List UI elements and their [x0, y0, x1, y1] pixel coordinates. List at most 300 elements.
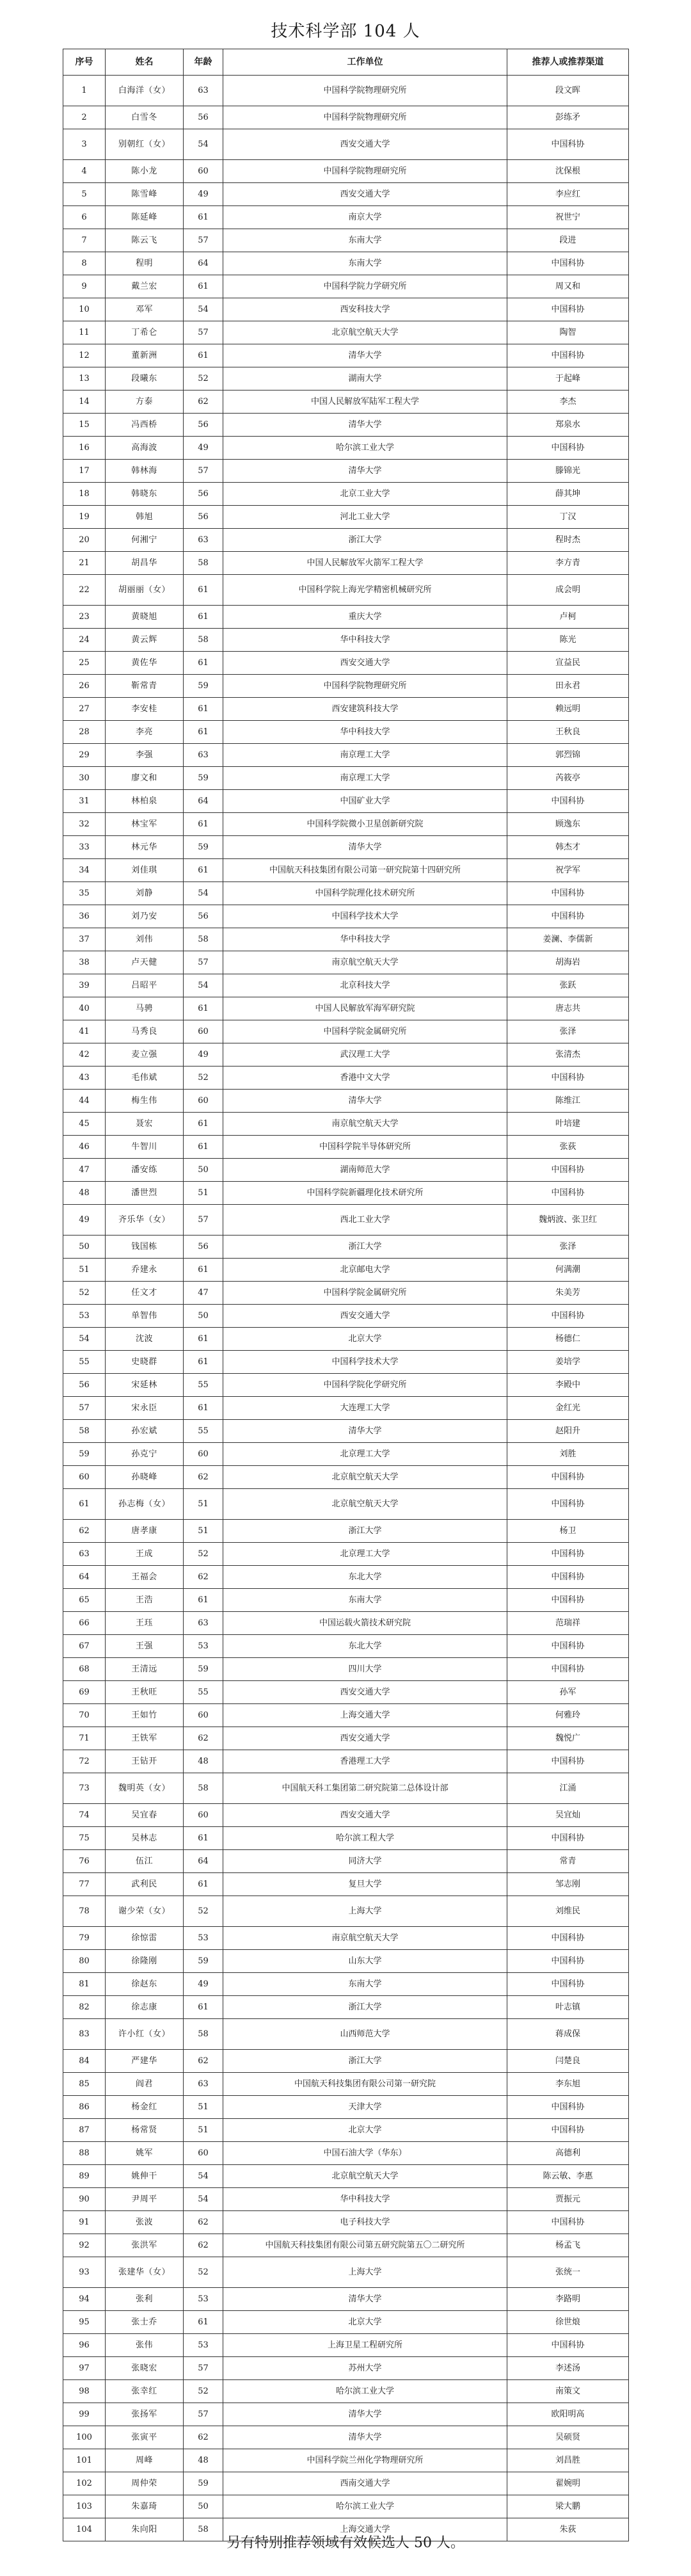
table-row: [63, 2311, 629, 2334]
name-cell: 朱嘉琦: [106, 2495, 184, 2518]
table-row: [63, 2096, 629, 2119]
index-cell: 84: [63, 2050, 106, 2073]
unit-cell: 同济大学: [223, 1850, 507, 1873]
nominator-cell: 张泽: [507, 1020, 629, 1043]
unit-cell: 北京大学: [223, 2311, 507, 2334]
index-cell: 41: [63, 1020, 106, 1043]
name-cell: 黄佐华: [106, 652, 184, 675]
nominator-cell: 李东旭: [507, 2073, 629, 2096]
table-row: [63, 1259, 629, 1282]
page-title: 技术科学部 104 人: [271, 22, 420, 41]
table-row: [63, 813, 629, 836]
table-row: [63, 1804, 629, 1827]
name-cell: 王如竹: [106, 1704, 184, 1727]
name-cell: 邓军: [106, 298, 184, 321]
index-cell: 89: [63, 2165, 106, 2188]
name-cell: 丁希仑: [106, 321, 184, 344]
age-cell: 53: [184, 2334, 223, 2357]
index-cell: 7: [63, 229, 106, 252]
index-cell: 74: [63, 1804, 106, 1827]
table-row: [63, 2050, 629, 2073]
col-header-index: 序号: [63, 49, 106, 76]
unit-cell: 香港中文大学: [223, 1067, 507, 1090]
unit-cell: 清华大学: [223, 1420, 507, 1443]
name-cell: 谢少荣（女）: [106, 1896, 184, 1927]
age-cell: 56: [184, 106, 223, 129]
name-cell: 尹周平: [106, 2188, 184, 2211]
table-row: [63, 2426, 629, 2449]
unit-cell: 大连理工大学: [223, 1397, 507, 1420]
index-cell: 80: [63, 1950, 106, 1973]
nominator-cell: 祝世宁: [507, 206, 629, 229]
name-cell: 李亮: [106, 721, 184, 744]
index-cell: 93: [63, 2257, 106, 2288]
index-cell: 100: [63, 2426, 106, 2449]
index-cell: 96: [63, 2334, 106, 2357]
name-cell: 高海波: [106, 437, 184, 460]
name-cell: 乔建永: [106, 1259, 184, 1282]
footnote: 另有特别推荐领域有效候选人 50 人。: [226, 2535, 465, 2551]
name-cell: 陈雪峰: [106, 183, 184, 206]
age-cell: 61: [184, 1328, 223, 1351]
age-cell: 63: [184, 76, 223, 106]
nominator-cell: 欧阳明高: [507, 2403, 629, 2426]
name-cell: 戴兰宏: [106, 275, 184, 298]
table-row: [63, 1489, 629, 1520]
nominator-cell: 中国科协: [507, 1159, 629, 1182]
name-cell: 张寅平: [106, 2426, 184, 2449]
name-cell: 林元华: [106, 836, 184, 859]
nominator-cell: 张荻: [507, 1136, 629, 1159]
table-row: [63, 2119, 629, 2142]
index-cell: 33: [63, 836, 106, 859]
age-cell: 56: [184, 905, 223, 928]
nominator-cell: 杨德仁: [507, 1328, 629, 1351]
nominator-cell: 韩杰才: [507, 836, 629, 859]
index-cell: 97: [63, 2357, 106, 2380]
index-cell: 87: [63, 2119, 106, 2142]
unit-cell: 上海大学: [223, 2257, 507, 2288]
name-cell: 阎君: [106, 2073, 184, 2096]
index-cell: 27: [63, 698, 106, 721]
unit-cell: 中国科学院化学研究所: [223, 1374, 507, 1397]
name-cell: 吴宜春: [106, 1804, 184, 1827]
table-row: [63, 298, 629, 321]
unit-cell: 西安交通大学: [223, 1305, 507, 1328]
index-cell: 23: [63, 606, 106, 629]
index-cell: 21: [63, 552, 106, 575]
name-cell: 马骋: [106, 997, 184, 1020]
unit-cell: 北京航空航天大学: [223, 1466, 507, 1489]
table-row: [63, 2165, 629, 2188]
index-cell: 3: [63, 129, 106, 160]
name-cell: 程明: [106, 252, 184, 275]
age-cell: 57: [184, 951, 223, 974]
nominator-cell: 中国科协: [507, 252, 629, 275]
name-cell: 徐赵东: [106, 1973, 184, 1996]
nominator-cell: 刘昌胜: [507, 2449, 629, 2472]
age-cell: 54: [184, 2188, 223, 2211]
name-cell: 别朝红（女）: [106, 129, 184, 160]
nominator-cell: 中国科协: [507, 905, 629, 928]
age-cell: 54: [184, 2165, 223, 2188]
index-cell: 39: [63, 974, 106, 997]
unit-cell: 清华大学: [223, 1090, 507, 1113]
nominator-cell: 于起峰: [507, 367, 629, 390]
table-row: [63, 160, 629, 183]
index-cell: 18: [63, 483, 106, 506]
age-cell: 51: [184, 1182, 223, 1205]
name-cell: 齐乐华（女）: [106, 1205, 184, 1236]
nominator-cell: 李应红: [507, 183, 629, 206]
age-cell: 50: [184, 1305, 223, 1328]
nominator-cell: 何满潮: [507, 1259, 629, 1282]
age-cell: 50: [184, 2495, 223, 2518]
unit-cell: 中国科学院半导体研究所: [223, 1136, 507, 1159]
unit-cell: 中国科学院物理研究所: [223, 76, 507, 106]
age-cell: 59: [184, 1658, 223, 1681]
name-cell: 白雪冬: [106, 106, 184, 129]
unit-cell: 北京航空航天大学: [223, 321, 507, 344]
age-cell: 57: [184, 229, 223, 252]
nominator-cell: 唐志共: [507, 997, 629, 1020]
nominator-cell: 杨卫: [507, 1520, 629, 1543]
name-cell: 杨常贤: [106, 2119, 184, 2142]
name-cell: 张幸红: [106, 2380, 184, 2403]
table-row: [63, 1443, 629, 1466]
table-row: [63, 882, 629, 905]
nominator-cell: 张泽: [507, 1236, 629, 1259]
name-cell: 任文才: [106, 1282, 184, 1305]
nominator-cell: 中国科协: [507, 2096, 629, 2119]
unit-cell: 中国人民解放军火箭军工程大学: [223, 552, 507, 575]
index-cell: 43: [63, 1067, 106, 1090]
index-cell: 101: [63, 2449, 106, 2472]
index-cell: 67: [63, 1635, 106, 1658]
name-cell: 黄晓旭: [106, 606, 184, 629]
nominator-cell: 中国科协: [507, 1182, 629, 1205]
name-cell: 张晓宏: [106, 2357, 184, 2380]
age-cell: 60: [184, 160, 223, 183]
nominator-cell: 胡海岩: [507, 951, 629, 974]
header-row: [63, 49, 629, 76]
age-cell: 58: [184, 1773, 223, 1804]
nominator-cell: 中国科协: [507, 1566, 629, 1589]
name-cell: 许小红（女）: [106, 2019, 184, 2050]
name-cell: 沈波: [106, 1328, 184, 1351]
unit-cell: 华中科技大学: [223, 928, 507, 951]
unit-cell: 清华大学: [223, 2403, 507, 2426]
nominator-cell: 中国科协: [507, 1067, 629, 1090]
name-cell: 刘伟: [106, 928, 184, 951]
index-cell: 19: [63, 506, 106, 529]
index-cell: 17: [63, 460, 106, 483]
age-cell: 59: [184, 767, 223, 790]
age-cell: 61: [184, 1136, 223, 1159]
unit-cell: 华中科技大学: [223, 629, 507, 652]
unit-cell: 中国航天科技集团有限公司第一研究院: [223, 2073, 507, 2096]
nominator-cell: 翟婉明: [507, 2472, 629, 2495]
unit-cell: 华中科技大学: [223, 2188, 507, 2211]
name-cell: 李安桂: [106, 698, 184, 721]
index-cell: 64: [63, 1566, 106, 1589]
table-row: [63, 2073, 629, 2096]
index-cell: 68: [63, 1658, 106, 1681]
unit-cell: 中国航天科技集团有限公司第一研究院第十四研究所: [223, 859, 507, 882]
unit-cell: 中国科学院金属研究所: [223, 1020, 507, 1043]
nominator-cell: 常青: [507, 1850, 629, 1873]
nominator-cell: 陈云敏、李惠: [507, 2165, 629, 2188]
table-row: [63, 1566, 629, 1589]
index-cell: 86: [63, 2096, 106, 2119]
name-cell: 钱国栋: [106, 1236, 184, 1259]
index-cell: 13: [63, 367, 106, 390]
index-cell: 6: [63, 206, 106, 229]
nominator-cell: 李杰: [507, 390, 629, 414]
name-cell: 武利民: [106, 1873, 184, 1896]
name-cell: 潘安练: [106, 1159, 184, 1182]
nominator-cell: 中国科协: [507, 298, 629, 321]
index-cell: 4: [63, 160, 106, 183]
table-row: [63, 1067, 629, 1090]
name-cell: 靳常青: [106, 675, 184, 698]
name-cell: 魏明英（女）: [106, 1773, 184, 1804]
nominator-cell: 叶志镇: [507, 1996, 629, 2019]
table-row: [63, 229, 629, 252]
nominator-cell: 中国科协: [507, 1750, 629, 1773]
name-cell: 王珏: [106, 1612, 184, 1635]
name-cell: 聂宏: [106, 1113, 184, 1136]
age-cell: 53: [184, 1927, 223, 1950]
unit-cell: 中国科学院理化技术研究所: [223, 882, 507, 905]
name-cell: 唐孝康: [106, 1520, 184, 1543]
table-row: [63, 437, 629, 460]
nominator-cell: 范瑞祥: [507, 1612, 629, 1635]
index-cell: 65: [63, 1589, 106, 1612]
index-cell: 75: [63, 1827, 106, 1850]
table-row: [63, 1950, 629, 1973]
name-cell: 单智伟: [106, 1305, 184, 1328]
age-cell: 61: [184, 275, 223, 298]
nominator-cell: 吴宜灿: [507, 1804, 629, 1827]
name-cell: 何湘宁: [106, 529, 184, 552]
nominator-cell: 中国科协: [507, 437, 629, 460]
name-cell: 牛智川: [106, 1136, 184, 1159]
name-cell: 宋永臣: [106, 1397, 184, 1420]
nominator-cell: 姜澜、李儒新: [507, 928, 629, 951]
nominator-cell: 中国科协: [507, 1635, 629, 1658]
table-row: [63, 1466, 629, 1489]
age-cell: 48: [184, 1750, 223, 1773]
age-cell: 61: [184, 813, 223, 836]
table-row: [63, 2334, 629, 2357]
name-cell: 周仲荣: [106, 2472, 184, 2495]
unit-cell: 东南大学: [223, 229, 507, 252]
unit-cell: 北京工业大学: [223, 483, 507, 506]
age-cell: 62: [184, 390, 223, 414]
table-row: [63, 1182, 629, 1205]
unit-cell: 中国人民解放军陆军工程大学: [223, 390, 507, 414]
name-cell: 冯西桥: [106, 414, 184, 437]
unit-cell: 北京理工大学: [223, 1543, 507, 1566]
nominator-cell: 吴硕贤: [507, 2426, 629, 2449]
index-cell: 70: [63, 1704, 106, 1727]
table-row: [63, 1374, 629, 1397]
age-cell: 62: [184, 2211, 223, 2234]
table-row: [63, 1896, 629, 1927]
nominator-cell: 宣益民: [507, 652, 629, 675]
table-row: [63, 721, 629, 744]
unit-cell: 中国科学院微小卫星创新研究院: [223, 813, 507, 836]
age-cell: 52: [184, 367, 223, 390]
name-cell: 梅生伟: [106, 1090, 184, 1113]
unit-cell: 清华大学: [223, 2288, 507, 2311]
nominator-cell: 彭练矛: [507, 106, 629, 129]
index-cell: 20: [63, 529, 106, 552]
table-row: [63, 2357, 629, 2380]
unit-cell: 香港理工大学: [223, 1750, 507, 1773]
table-row: [63, 1159, 629, 1182]
age-cell: 55: [184, 1374, 223, 1397]
table-row: [63, 1727, 629, 1750]
age-cell: 61: [184, 606, 223, 629]
table-row: [63, 1973, 629, 1996]
nominator-cell: 滕锦光: [507, 460, 629, 483]
nominator-cell: 中国科协: [507, 1950, 629, 1973]
unit-cell: 河北工业大学: [223, 506, 507, 529]
age-cell: 60: [184, 1020, 223, 1043]
table-row: [63, 1850, 629, 1873]
index-cell: 44: [63, 1090, 106, 1113]
name-cell: 张洪军: [106, 2234, 184, 2257]
table-row: [63, 652, 629, 675]
name-cell: 陈延峰: [106, 206, 184, 229]
table-row: [63, 2188, 629, 2211]
table-row: [63, 1827, 629, 1850]
name-cell: 张士乔: [106, 2311, 184, 2334]
age-cell: 47: [184, 1282, 223, 1305]
nominator-cell: 丁汉: [507, 506, 629, 529]
name-cell: 伍江: [106, 1850, 184, 1873]
age-cell: 62: [184, 1566, 223, 1589]
name-cell: 黄云辉: [106, 629, 184, 652]
col-header-unit: 工作单位: [223, 49, 507, 76]
nominator-cell: 李路明: [507, 2288, 629, 2311]
unit-cell: 南京大学: [223, 206, 507, 229]
age-cell: 61: [184, 1351, 223, 1374]
unit-cell: 浙江大学: [223, 1996, 507, 2019]
index-cell: 94: [63, 2288, 106, 2311]
age-cell: 56: [184, 506, 223, 529]
index-cell: 90: [63, 2188, 106, 2211]
index-cell: 52: [63, 1282, 106, 1305]
name-cell: 孙宏斌: [106, 1420, 184, 1443]
nominator-cell: 中国科协: [507, 1489, 629, 1520]
table-row: [63, 1996, 629, 2019]
age-cell: 62: [184, 2234, 223, 2257]
name-cell: 白海洋（女）: [106, 76, 184, 106]
index-cell: 1: [63, 76, 106, 106]
age-cell: 60: [184, 1443, 223, 1466]
age-cell: 61: [184, 2311, 223, 2334]
table-row: [63, 1681, 629, 1704]
nominator-cell: 中国科协: [507, 790, 629, 813]
name-cell: 王成: [106, 1543, 184, 1566]
index-cell: 15: [63, 414, 106, 437]
unit-cell: 湖南大学: [223, 367, 507, 390]
unit-cell: 重庆大学: [223, 606, 507, 629]
table-row: [63, 183, 629, 206]
name-cell: 董新洲: [106, 344, 184, 367]
age-cell: 62: [184, 1466, 223, 1489]
index-cell: 83: [63, 2019, 106, 2050]
table-row: [63, 321, 629, 344]
unit-cell: 南京理工大学: [223, 744, 507, 767]
index-cell: 5: [63, 183, 106, 206]
unit-cell: 浙江大学: [223, 1520, 507, 1543]
nominator-cell: 中国科协: [507, 1927, 629, 1950]
age-cell: 59: [184, 836, 223, 859]
unit-cell: 北京航空航天大学: [223, 1489, 507, 1520]
nominator-cell: 邹志刚: [507, 1873, 629, 1896]
unit-cell: 四川大学: [223, 1658, 507, 1681]
age-cell: 61: [184, 344, 223, 367]
name-cell: 朱向阳: [106, 2518, 184, 2541]
nominator-cell: 叶培建: [507, 1113, 629, 1136]
name-cell: 王福会: [106, 1566, 184, 1589]
table-row: [63, 1589, 629, 1612]
age-cell: 59: [184, 675, 223, 698]
nominator-cell: 张统一: [507, 2257, 629, 2288]
unit-cell: 中国科学技术大学: [223, 905, 507, 928]
name-cell: 李强: [106, 744, 184, 767]
index-cell: 10: [63, 298, 106, 321]
unit-cell: 西安交通大学: [223, 1727, 507, 1750]
nominator-cell: 陶智: [507, 321, 629, 344]
name-cell: 王秋旺: [106, 1681, 184, 1704]
unit-cell: 东北大学: [223, 1566, 507, 1589]
table-row: [63, 1543, 629, 1566]
index-cell: 102: [63, 2472, 106, 2495]
age-cell: 59: [184, 1950, 223, 1973]
age-cell: 54: [184, 882, 223, 905]
unit-cell: 清华大学: [223, 2426, 507, 2449]
name-cell: 廖文和: [106, 767, 184, 790]
nominator-cell: 孙军: [507, 1681, 629, 1704]
table-row: [63, 390, 629, 414]
index-cell: 25: [63, 652, 106, 675]
index-cell: 36: [63, 905, 106, 928]
unit-cell: 东南大学: [223, 252, 507, 275]
table-row: [63, 2211, 629, 2234]
table-row: [63, 1520, 629, 1543]
unit-cell: 清华大学: [223, 344, 507, 367]
nominator-cell: 郑泉水: [507, 414, 629, 437]
index-cell: 62: [63, 1520, 106, 1543]
nominator-cell: 沈保根: [507, 160, 629, 183]
name-cell: 林宝军: [106, 813, 184, 836]
table-row: [63, 997, 629, 1020]
table-row: [63, 1305, 629, 1328]
age-cell: 64: [184, 790, 223, 813]
index-cell: 79: [63, 1927, 106, 1950]
table-row: [63, 2380, 629, 2403]
unit-cell: 西南交通大学: [223, 2472, 507, 2495]
table-row: [63, 1136, 629, 1159]
unit-cell: 中国科学院物理研究所: [223, 675, 507, 698]
name-cell: 方泰: [106, 390, 184, 414]
name-cell: 张建华（女）: [106, 2257, 184, 2288]
